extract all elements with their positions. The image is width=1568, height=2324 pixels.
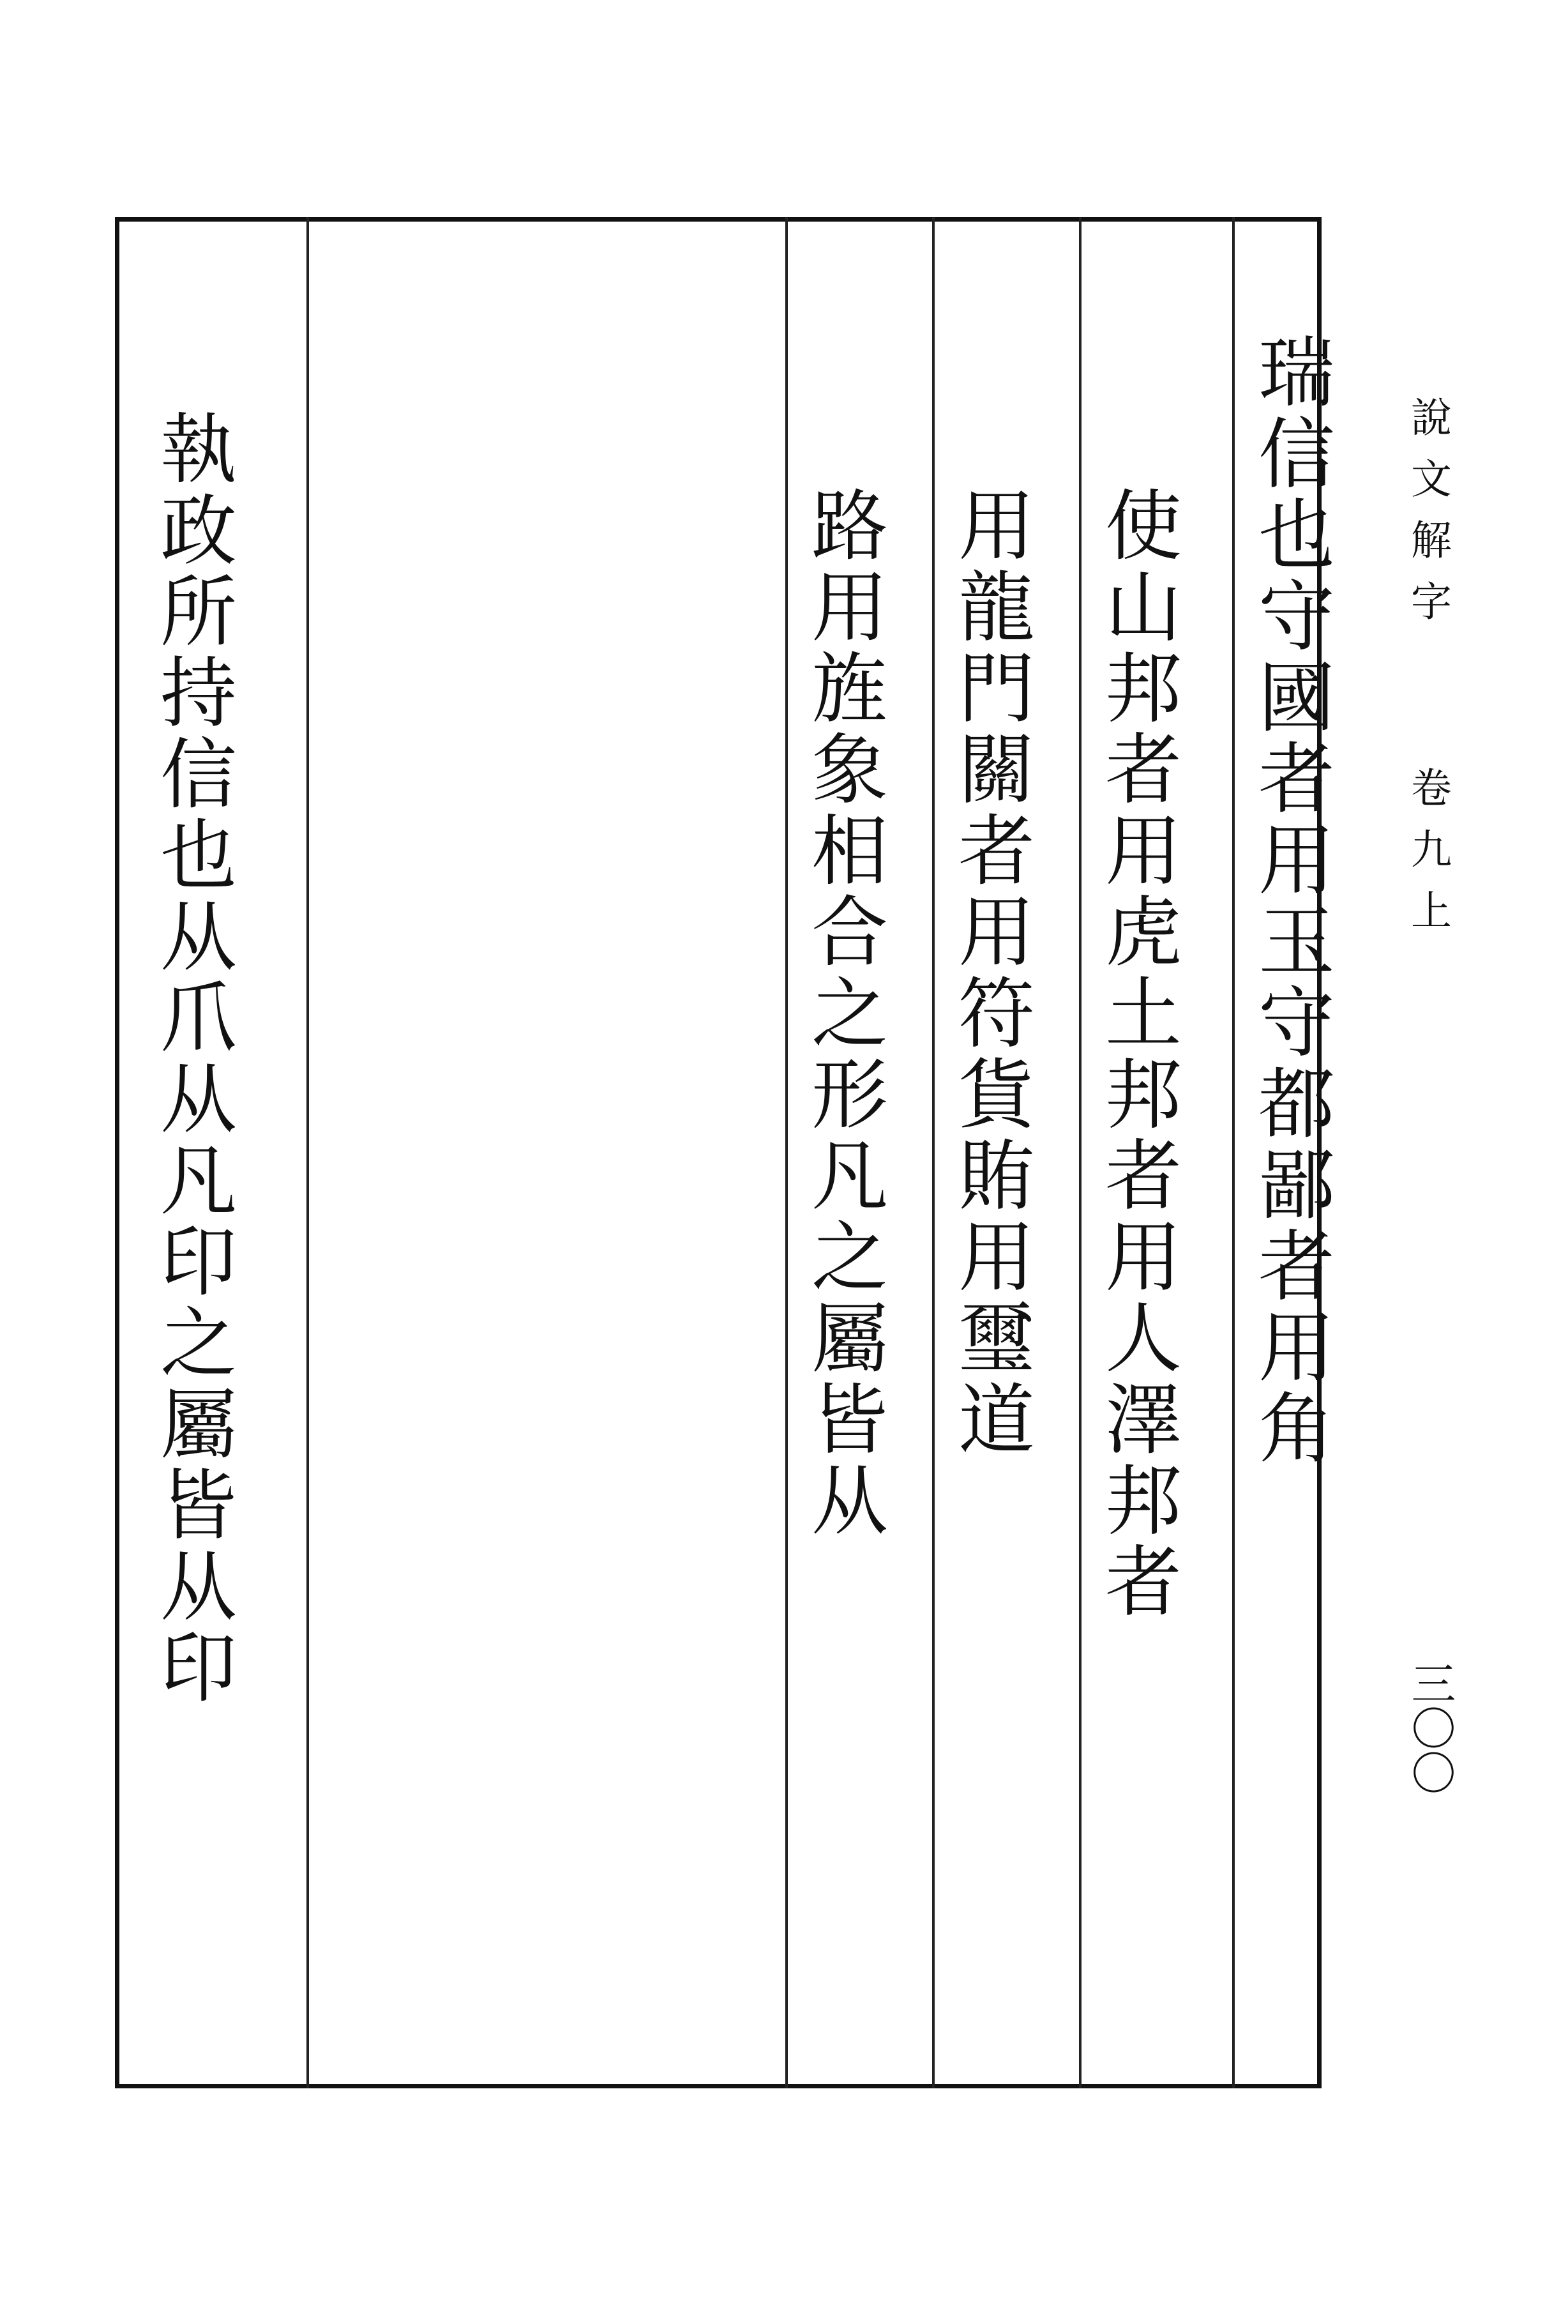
main-column-2: 使山邦者用虎土邦者用人澤邦者	[1092, 485, 1181, 1623]
side-volume: 卷九上	[1404, 766, 1451, 950]
column-rule	[306, 217, 309, 2088]
main-column-5: 執政所持信也从爪从凡印之屬皆从印	[147, 409, 236, 1709]
column-rule	[1079, 217, 1082, 2088]
column-rule	[785, 217, 788, 2088]
side-title: 說文解字	[1404, 396, 1451, 641]
column-rule	[1232, 217, 1235, 2088]
main-column-3: 用龍門關者用符貨賄用璽道	[946, 485, 1034, 1461]
main-column-4: 路用旌象相合之形凡之屬皆从	[799, 485, 887, 1542]
folio-number: 三〇〇	[1404, 1660, 1456, 1795]
main-column-1: 瑞信也守國者用玉守都鄙者用角	[1246, 332, 1334, 1470]
column-rule	[932, 217, 935, 2088]
annotation-note: small annotation text not transcribed	[383, 255, 390, 376]
